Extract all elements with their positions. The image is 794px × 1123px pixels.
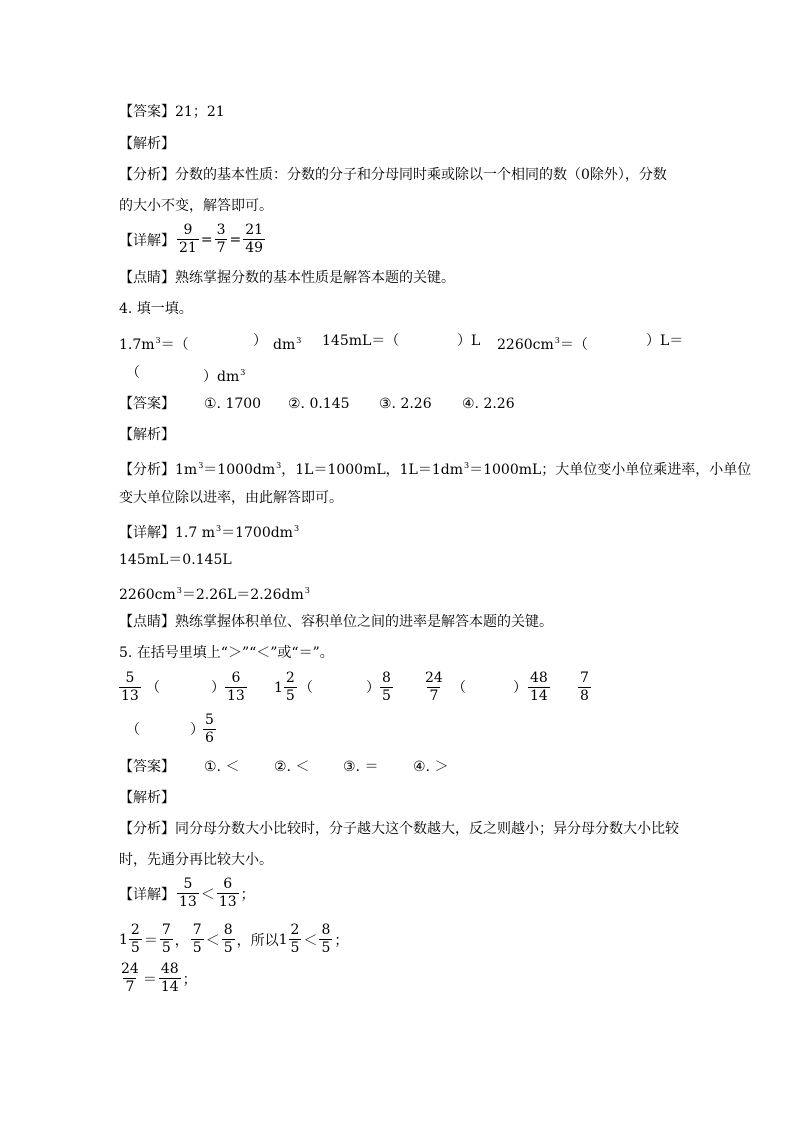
fraction: $\frac{9}{21}$ xyxy=(179,222,197,256)
fenxi-tag: 【分析】 xyxy=(119,167,175,183)
q5-paren-close-3: ） xyxy=(513,680,527,696)
q4-item-1-unit: $dm^3$ xyxy=(273,336,302,353)
q4-item-1-close: ） xyxy=(253,333,267,349)
q5-paren-open-3: （ xyxy=(452,680,466,696)
xiangjie-tag: 【详解】 xyxy=(119,886,175,903)
q5-frac-4: $\frac{8}{5}$ xyxy=(382,670,391,704)
q4-answer-1: ①. 1700 xyxy=(204,396,262,412)
q5-jiexi: 【解析】 xyxy=(119,790,175,806)
q5-frac-1: $\frac{5}{13}$ xyxy=(121,670,139,704)
q5-frac-6: $\frac{48}{14}$ xyxy=(530,670,548,704)
q5-xiangjie-1: 【详解】 $\frac{5}{13}$ ＜ $\frac{6}{13}$ ； xyxy=(119,876,255,910)
q5-paren-close-4: ） xyxy=(190,722,204,738)
answer-tag: 【答案】 xyxy=(119,396,175,412)
q5-fenxi-2: 时，先通分再比较大小。 xyxy=(119,852,273,868)
xiangjie-tag: 【详解】 xyxy=(119,232,175,249)
q3-jiexi: 【解析】 xyxy=(119,136,175,152)
q5-xiangjie-3: $\frac{24}{7}$ ＝ $\frac{48}{14}$ ； xyxy=(121,961,197,995)
q4-fenxi-2: 变大单位除以进率，由此解答即可。 xyxy=(119,490,343,506)
q3-fenxi-2: 的大小不变，解答即可。 xyxy=(119,198,273,214)
equals-sign: = xyxy=(200,231,213,248)
q4-answer xyxy=(119,394,175,414)
q5-frac-8: $\frac{5}{6}$ xyxy=(205,712,214,746)
q4-dianjing xyxy=(119,612,553,632)
q5-mixed-3: 1 $\frac{2}{5}$ xyxy=(274,670,295,704)
q3-xiangjie xyxy=(119,222,267,257)
dianjing-tag: 【点睛】 xyxy=(119,614,175,630)
q5-paren-open-1: （ xyxy=(146,680,160,696)
q3-answer xyxy=(119,102,225,122)
q4-item-4-open: （ xyxy=(126,365,140,381)
q3-fenxi-1 xyxy=(119,165,667,185)
q4-answer-3: ③. 2.26 xyxy=(379,396,432,412)
q4-xiangjie-1: 【详解】1.7 $m^3=1700dm^3$ xyxy=(119,524,300,541)
q4-item-3: $2260cm^3=$（ xyxy=(497,336,588,353)
q5-paren-close-1: ） xyxy=(211,680,225,696)
fenxi-text: 分数的基本性质：分数的分子和分母同时乘或除以一个相同的数（0除外），分数 xyxy=(175,167,667,183)
fenxi-tag: 【分析】 xyxy=(119,462,175,478)
q4-answer-4: ④. 2.26 xyxy=(462,396,515,412)
q5-answer-2: ②. ＜ xyxy=(274,759,310,775)
q4-item-1: $1.7m^3=$（ xyxy=(119,336,189,353)
dianjing-text: 熟练掌握体积单位、容积单位之间的进率是解答本题的关键。 xyxy=(175,614,553,630)
q4-fenxi-1: 【分析】$1m^3=1000dm^3$，1L＝1000mL，$1L=1dm^3=1000mL$；大单位变小单位乘进率，小单位 xyxy=(119,461,752,478)
answer-tag: 【答案】 xyxy=(119,104,175,120)
dianjing-tag: 【点睛】 xyxy=(119,270,175,286)
q4-item-4-close: ）$dm^3$ xyxy=(203,368,246,385)
q4-jiexi: 【解析】 xyxy=(119,427,175,443)
q5-answer-4: ④. ＞ xyxy=(413,759,449,775)
q5-frac-2: $\frac{6}{13}$ xyxy=(227,670,245,704)
q5-fenxi-1 xyxy=(119,819,679,839)
q4-item-3-close: ）L＝ xyxy=(646,333,684,349)
q4-item-2-close: ）L xyxy=(457,333,481,349)
q5-answer xyxy=(119,757,175,777)
q4-item-2: 145mL＝（ xyxy=(322,333,400,349)
fenxi-text: 同分母分数大小比较时，分子越大这个数越大，反之则越小；异分母分数大小比较 xyxy=(175,821,679,837)
q4-xiangjie-3: $2260cm^3=2.26L=2.26dm^3$ xyxy=(119,586,310,603)
fenxi-tag: 【分析】 xyxy=(119,821,175,837)
q5-xiangjie-2: 1 $\frac{2}{5}$ ＝ $\frac{7}{5}$ ， $\frac{7}{5}$ ＜ $\frac{8}{5}$ ， 所以 1 $\frac{2}{5}$ ＜ $\frac{8}{5}$ ； xyxy=(119,922,349,956)
q4-xiangjie-2: 145mL＝0.145L xyxy=(119,552,232,568)
answer-text: 21；21 xyxy=(175,104,225,120)
q5-frac-7: $\frac{7}{8}$ xyxy=(580,670,589,704)
q3-dianjing xyxy=(119,268,455,288)
q5-paren-close-2: ） xyxy=(366,680,380,696)
fraction: $\frac{3}{7}$ xyxy=(216,222,226,256)
q5-title: 5. 在括号里填上“＞”“＜”或“＝”。 xyxy=(119,645,334,661)
q5-answer-1: ①. ＜ xyxy=(204,759,240,775)
q5-answer-3: ③. ＝ xyxy=(343,759,379,775)
q5-paren-open-4: （ xyxy=(126,722,140,738)
q5-paren-open-2: （ xyxy=(299,680,313,696)
q5-frac-5: $\frac{24}{7}$ xyxy=(425,670,443,704)
q4-title: 4. 填一填。 xyxy=(119,301,193,317)
equals-sign: = xyxy=(229,231,242,248)
fraction: $\frac{21}{49}$ xyxy=(245,222,264,256)
xiangjie-tag: 【详解】 xyxy=(119,525,175,541)
q4-answer-2: ②. 0.145 xyxy=(288,396,350,412)
answer-tag: 【答案】 xyxy=(119,759,175,775)
dianjing-text: 熟练掌握分数的基本性质是解答本题的关键。 xyxy=(175,270,455,286)
